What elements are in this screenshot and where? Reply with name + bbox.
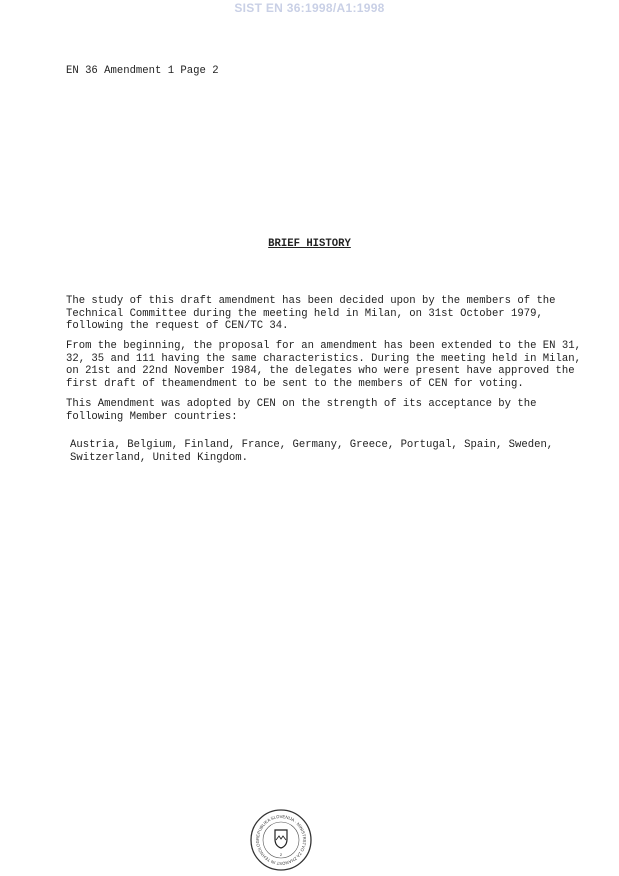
text-line: This Amendment was adopted by CEN on the strength of its acceptance by the (66, 398, 537, 410)
text-line: first draft of theamendment to be sent to the members of CEN for voting. (66, 377, 524, 390)
text-line: following the request of CEN/TC 34. (66, 320, 289, 333)
paragraph-countries (70, 439, 553, 464)
text-line: Technical Committee during the meeting held in Milan, on 31st October 1979, (66, 307, 543, 320)
text-line: From the beginning, the proposal for an amendment has been extended to the EN 31, (66, 340, 581, 352)
text-line: 32, 35 and 111 having the same characteristics. During the meeting held in Milan, (66, 352, 581, 365)
text-line: Switzerland, United Kingdom. (70, 451, 249, 464)
text-line: on 21st and 22nd November 1984, the delegates who were present have approved the (66, 365, 575, 378)
page-header: EN 36 Amendment 1 Page 2 (66, 65, 219, 77)
paragraph-beginning (66, 340, 581, 390)
stamp-number: 2 (279, 852, 283, 857)
text-line: Austria, Belgium, Finland, France, Germany, Greece, Portugal, Spain, Sweden, (70, 439, 554, 451)
paragraph-adoption (66, 398, 536, 423)
document-watermark: SIST EN 36:1998/A1:1998 (234, 1, 385, 15)
official-seal-stamp (249, 808, 313, 872)
text-line: The study of this draft amendment has been decided upon by the members of the (66, 295, 556, 307)
paragraph-study (66, 295, 556, 333)
stamp-text: REPUBLIKA SLOVENIJA · MINISTRSTVO ZA ZNANOST IN TEHNOLOG (254, 813, 308, 867)
section-title: BRIEF HISTORY (268, 238, 351, 250)
text-line: following Member countries: (66, 410, 238, 423)
